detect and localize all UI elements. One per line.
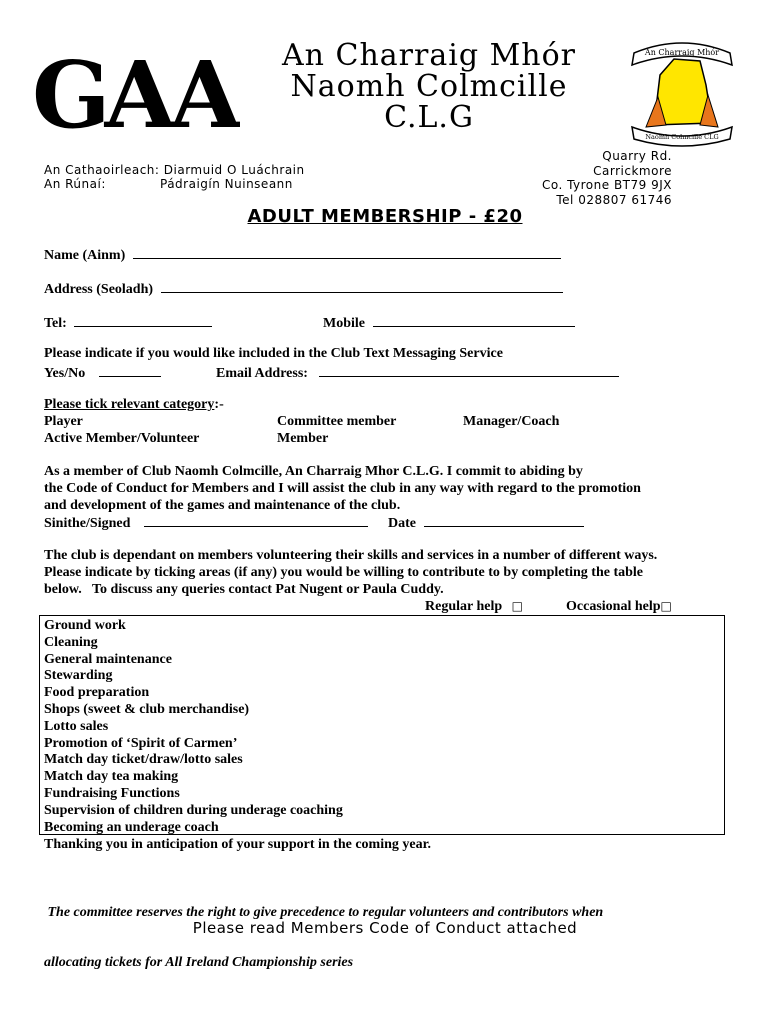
commitment-text xyxy=(44,464,641,514)
date-label: Date xyxy=(388,516,416,531)
task-row[interactable]: Food preparation xyxy=(44,685,150,701)
name-field[interactable] xyxy=(44,246,561,264)
address-field[interactable] xyxy=(44,280,563,298)
tel-field[interactable] xyxy=(44,314,212,332)
yes-no-field[interactable] xyxy=(44,364,161,383)
footer-note: Please read Members Code of Conduct attached xyxy=(192,919,578,937)
thanks-text: Thanking you in anticipation of your support in the coming year. xyxy=(44,837,432,852)
category-active-member[interactable]: Active Member/Volunteer xyxy=(44,431,200,446)
text-service-question: Please indicate if you would like included in the Club Text Messaging Service xyxy=(44,346,503,361)
crest-top-text: An Charraig Mhór xyxy=(644,48,720,57)
address-line1: Quarry Rd. xyxy=(602,149,672,163)
page-title: ADULT MEMBERSHIP - £20 xyxy=(247,206,523,227)
officer-contacts xyxy=(44,163,305,191)
category-heading-suffix: :- xyxy=(214,397,224,412)
regular-help-option[interactable] xyxy=(425,598,523,616)
commitment-line3: and development of the games and maintenance of the club. xyxy=(44,497,401,513)
chair-label: An Cathaoirleach: xyxy=(44,163,160,177)
yes-no-line[interactable] xyxy=(99,364,161,377)
task-row[interactable]: Shops (sweet & club merchandise) xyxy=(44,701,250,717)
gaa-logo xyxy=(30,45,240,140)
yes-no-label: Yes/No xyxy=(44,366,86,381)
date-field[interactable] xyxy=(388,514,584,533)
club-name xyxy=(248,40,610,133)
occasional-help-checkbox[interactable]: □ xyxy=(660,599,672,613)
volunteer-text xyxy=(44,548,657,598)
category-heading xyxy=(44,397,224,414)
gaa-logo-text: GAA xyxy=(32,45,236,140)
volunteer-line1: The club is dependant on members volunteering their skills and services in a number of different ways. xyxy=(44,548,658,563)
address-line4: Tel 028807 61746 xyxy=(556,192,672,207)
signed-line[interactable] xyxy=(144,514,368,527)
category-heading-text: Please tick relevant category xyxy=(44,397,215,412)
email-line[interactable] xyxy=(319,364,619,377)
volunteer-line3: below. To discuss any queries contact Pat Nugent or Paula Cuddy. xyxy=(44,581,444,597)
date-line[interactable] xyxy=(424,514,584,527)
task-row[interactable]: Supervision of children during underage coaching xyxy=(44,802,343,818)
name-label: Name (Ainm) xyxy=(44,248,126,263)
club-crest-icon xyxy=(626,35,738,147)
task-row[interactable]: Promotion of ‘Spirit of Carmen’ xyxy=(44,735,238,751)
task-row[interactable]: Ground work xyxy=(44,618,126,633)
category-manager-coach[interactable]: Manager/Coach xyxy=(463,414,560,429)
email-label: Email Address: xyxy=(216,366,308,381)
tel-line[interactable] xyxy=(74,314,212,327)
occasional-help-option[interactable] xyxy=(566,598,672,616)
notice-line2: allocating tickets for All Ireland Championship series xyxy=(44,954,354,970)
mobile-line[interactable] xyxy=(373,314,575,327)
volunteer-line2: Please indicate by ticking areas (if any) you would be willing to contribute to by completing the table xyxy=(44,564,644,580)
name-line[interactable] xyxy=(133,246,561,259)
tel-label: Tel: xyxy=(44,316,67,331)
address-line[interactable] xyxy=(161,280,563,293)
category-member[interactable]: Member xyxy=(277,431,329,446)
address-label: Address (Seoladh) xyxy=(44,282,154,297)
commitment-line2: the Code of Conduct for Members and I will assist the club in any way with regard to the promotion xyxy=(44,480,641,496)
task-row[interactable]: Stewarding xyxy=(44,668,113,684)
chair-name: Diarmuid O Luáchrain xyxy=(163,163,305,177)
task-row[interactable]: General maintenance xyxy=(44,651,172,667)
signed-field[interactable] xyxy=(44,514,368,533)
task-row[interactable]: Lotto sales xyxy=(44,718,109,734)
task-row[interactable]: Fundraising Functions xyxy=(44,785,180,801)
club-name-line3: C.L.G xyxy=(384,100,474,135)
email-field[interactable] xyxy=(216,364,619,383)
category-player[interactable]: Player xyxy=(44,414,83,429)
commitment-line1: As a member of Club Naomh Colmcille, An Charraig Mhor C.L.G. I commit to abiding by xyxy=(44,464,583,479)
signed-label: Sinithe/Signed xyxy=(44,516,131,531)
crest-bottom-text: Naomh Colmcille CLG xyxy=(645,133,719,141)
mobile-label: Mobile xyxy=(323,316,365,331)
task-row[interactable]: Match day ticket/draw/lotto sales xyxy=(44,752,243,768)
club-name-line1: An Charraig Mhór xyxy=(281,38,577,73)
category-committee-member[interactable]: Committee member xyxy=(277,414,397,429)
mobile-field[interactable] xyxy=(323,314,575,332)
address-line2: Carrickmore xyxy=(593,163,672,178)
volunteer-task-table xyxy=(39,615,725,835)
notice-line1: The committee reserves the right to give precedence to regular volunteers and contributors when xyxy=(44,904,604,920)
task-row[interactable]: Match day tea making xyxy=(44,769,179,785)
occasional-help-label: Occasional help xyxy=(566,599,661,614)
regular-help-label: Regular help xyxy=(425,599,503,614)
task-row[interactable]: Becoming an underage coach xyxy=(44,819,219,835)
secretary-name: Pádraigín Nuinseann xyxy=(160,177,293,191)
task-row[interactable]: Cleaning xyxy=(44,634,98,650)
regular-help-checkbox[interactable]: □ xyxy=(511,599,523,613)
secretary-label: An Rúnaí: xyxy=(44,177,106,191)
club-name-line2: Naomh Colmcille xyxy=(290,69,568,104)
club-address xyxy=(542,149,672,207)
address-line3: Co. Tyrone BT79 9JX xyxy=(541,178,672,192)
